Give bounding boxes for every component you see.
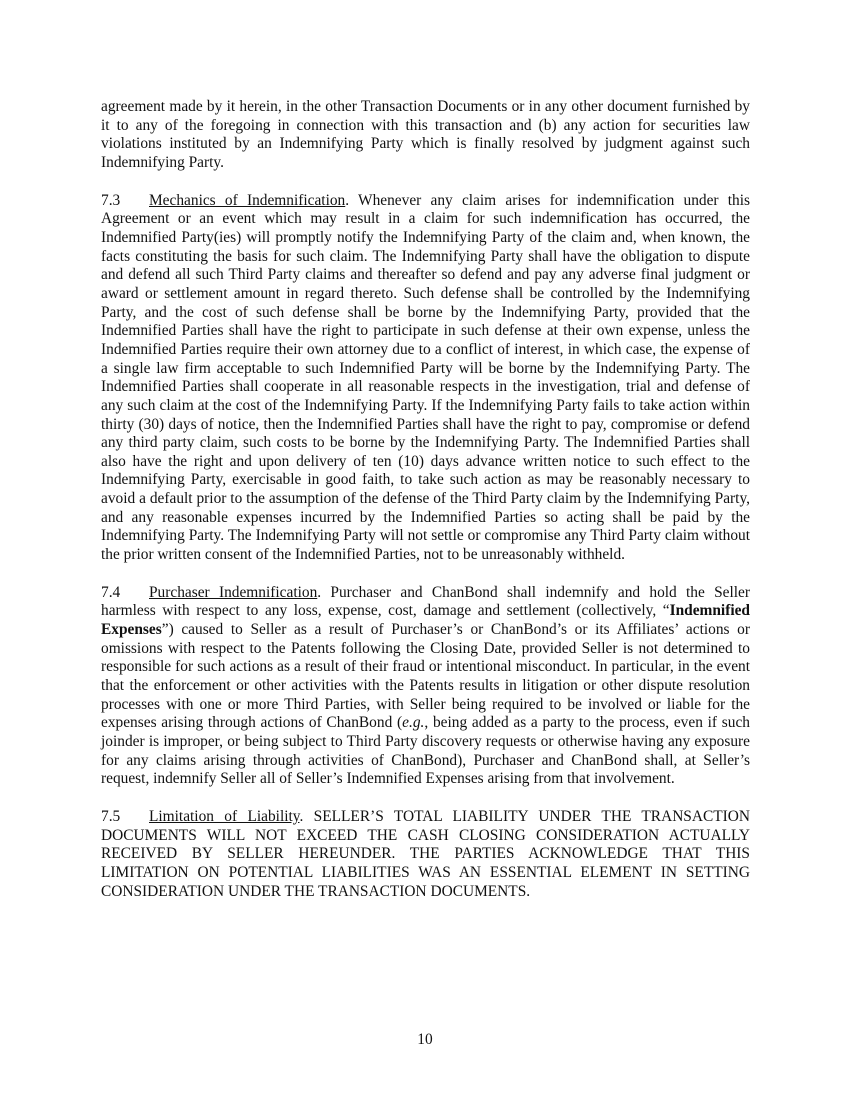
- section-7-3-number: 7.3: [101, 191, 121, 209]
- section-7-4: [101, 584, 750, 789]
- page-number: 10: [417, 1031, 433, 1048]
- section-7-3: [101, 192, 750, 565]
- intro-paragraph: agreement made by it herein, in the other Transaction Documents or in any other document furnished by it to any of the foregoing in connection with this transaction and (b) any action for securities law violations instituted by an Indemnifying Party which is finally resolved by judgment against such Indemnifying Party.: [101, 98, 750, 171]
- italic-term-eg: e.g.: [402, 714, 425, 732]
- section-7-5: [101, 808, 750, 901]
- section-7-4-heading: Purchaser Indemnification: [149, 583, 318, 601]
- section-7-3-heading: Mechanics of Indemnification: [149, 191, 346, 209]
- section-7-3-body: . Whenever any claim arises for indemnification under this Agreement or an event which may result in a claim for such indemnification has occurred, the Indemnified Party(ies) will promptly notify the Indemnifying Party of the claim and, when known, the facts constituting the basis for such claim. The Indemnifying Party shall have the obligation to dispute and defend all such Third Party claims and thereafter so defend and pay any adverse final judgment or award or settlement amount in regard thereto. Such defense shall be controlled by the Indemnifying Party, and the cost of such defense shall be borne by the Indemnifying Party, provided that the Indemnified Parties shall have the right to participate in such defense at their own expense, unless the Indemnified Parties require their own attorney due to a conflict of interest, in which case, the expense of a single law firm acceptable to such Indemnified Party will be borne by the Indemnifying Party. The Indemnified Parties shall cooperate in all reasonable respects in the investigation, trial and defense of any such claim at the cost of the Indemnifying Party. If the Indemnifying Party fails to take action within thirty (30) days of notice, then the Indemnified Parties shall have the right to pay, compromise or defend any third party claim, such costs to be borne by the Indemnifying Party. The Indemnified Parties shall also have the right and upon delivery of ten (10) days advance written notice to such effect to the Indemnifying Party, exercisable in good faith, to take such action as may be reasonably necessary to avoid a default prior to the assumption of the defense of the Third Party claim by the Indemnifying Party, and any reasonable expenses incurred by the Indemnified Parties so acting shall be paid by the Indemnifying Party. The Indemnifying Party will not settle or compromise any Third Party claim without the prior written consent of the Indemnified Parties, not to be unreasonably withheld.: [101, 191, 751, 564]
- document-page: [101, 98, 750, 901]
- section-7-4-body-part3: , being added as a party to the process, even if such joinder is improper, or being subject to Third Party discovery requests or otherwise having any exposure for any claims arising through activities of ChanBond), Purchaser and ChanBond shall, at Seller’s request, indemnify Seller all of Seller’s Indemnified Expenses arising from that involvement.: [101, 714, 750, 788]
- section-7-5-body: . SELLER’S TOTAL LIABILITY UNDER THE TRANSACTION DOCUMENTS WILL NOT EXCEED THE CASH CLOSING CONSIDERATION ACTUALLY RECEIVED BY SELLER HEREUNDER. THE PARTIES ACKNOWLEDGE THAT THIS LIMITATION ON POTENTIAL LIABILITIES WAS AN ESSENTIAL ELEMENT IN SETTING CONSIDERATION UNDER THE TRANSACTION DOCUMENTS.: [101, 807, 750, 900]
- section-7-5-heading: Limitation of Liability: [149, 807, 300, 825]
- section-7-4-number: 7.4: [101, 583, 121, 601]
- section-7-4-body-part1: . Purchaser and ChanBond shall indemnify and hold the Seller harmless with respect to any loss, expense, cost, damage and settlement (collectively, “: [101, 583, 750, 620]
- section-7-4-body-part2: ”) caused to Seller as a result of Purchaser’s or ChanBond’s or its Affiliates’ actions or omissions with respect to the Patents following the Closing Date, provided Seller is not determined to responsible for such actions as a result of their fraud or intentional misconduct. In particular, in the event that the enforcement or other activities with the Patents results in litigation or other dispute resolution processes with one or more Third Parties, with Seller being required to be involved or liable for the expenses arising through actions of ChanBond (: [101, 621, 750, 732]
- defined-term-indemnified-expenses: Indemnified Expenses: [101, 602, 750, 639]
- section-7-5-number: 7.5: [101, 807, 121, 825]
